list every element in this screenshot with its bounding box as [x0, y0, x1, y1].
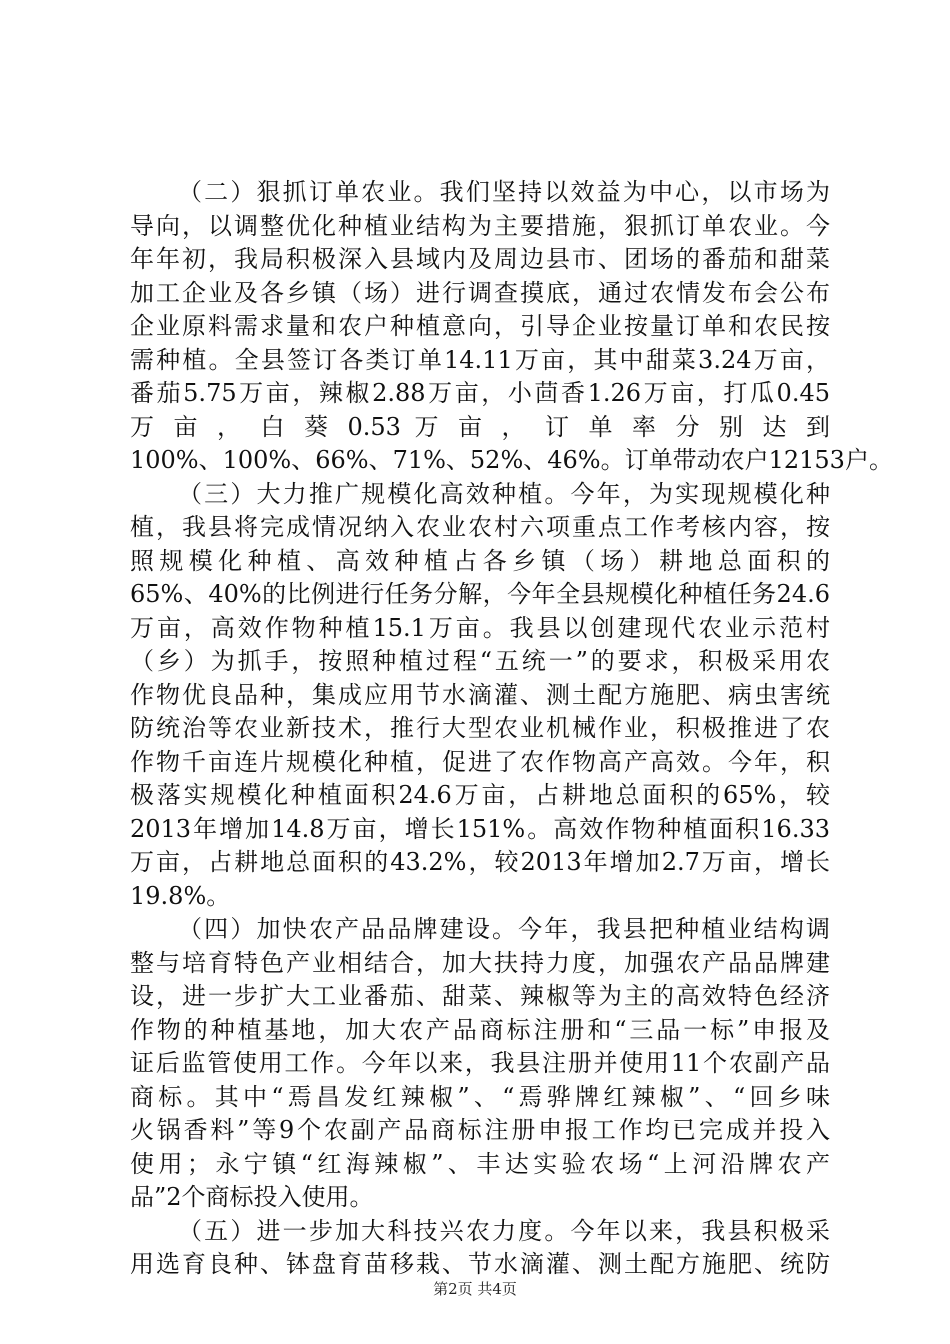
paragraph-first-line: （三）大力推广规模化高效种植。今年，为实现规模化种: [178, 479, 830, 508]
paragraph-line: 照规模化种植、高效种植占各乡镇（场）耕地总面积的: [130, 546, 830, 575]
paragraph-line: 火锅香料”等9个农副产品商标注册申报工作均已完成并投入: [130, 1116, 830, 1144]
paragraph-line: 商标。其中“焉昌发红辣椒”、“焉骅牌红辣椒”、“回乡味: [130, 1082, 830, 1111]
paragraph-line: 100%、100%、66%、71%、52%、46%。订单带动农户12153户。: [130, 446, 893, 474]
paragraph-line: 企业原料需求量和农户种植意向，引导企业按量订单和农民按: [130, 312, 830, 340]
paragraph-line: 万 亩 ， 白 葵 0.53 万 亩 ， 订 单 率 分 别 达 到: [130, 412, 830, 441]
paragraph-line: 植，我县将完成情况纳入农业农村六项重点工作考核内容，按: [130, 513, 830, 541]
paragraph-line: 用选育良种、钵盘育苗移栽、节水滴灌、测土配方施肥、统防: [130, 1250, 830, 1278]
paragraph-line: 作物的种植基地，加大农产品商标注册和“三品一标”申报及: [130, 1015, 830, 1044]
paragraph-line: 证后监管使用工作。今年以来，我县注册并使用11个农副产品: [130, 1049, 830, 1077]
paragraph-line: （乡）为抓手，按照种植过程“五统一”的要求，积极采用农: [130, 647, 830, 675]
paragraph-line: 导向，以调整优化种植业结构为主要措施，狠抓订单农业。今: [130, 211, 830, 240]
paragraph-line: 2013年增加14.8万亩，增长151%。高效作物种植面积16.33: [130, 814, 830, 843]
paragraph-line: 19.8%。: [130, 881, 231, 910]
paragraph-line: 防统治等农业新技术，推行大型农业机械作业，积极推进了农: [130, 714, 830, 742]
paragraph-line: 加工企业及各乡镇（场）进行调查摸底，通过农情发布会公布: [130, 278, 830, 307]
paragraph-line: 万亩，高效作物种植15.1万亩。我县以创建现代农业示范村: [130, 613, 830, 642]
paragraph-line: 番茄5.75万亩，辣椒2.88万亩，小茴香1.26万亩，打瓜0.45: [130, 379, 830, 407]
paragraph-first-line: （五）进一步加大科技兴农力度。今年以来，我县积极采: [178, 1216, 830, 1245]
paragraph-line: 使用；永宁镇“红海辣椒”、丰达实验农场“上河沿牌农产: [130, 1149, 830, 1178]
document-body: [130, 176, 893, 1282]
paragraph-line: 65%、40%的比例进行任务分解，今年全县规模化种植任务24.6: [130, 580, 830, 608]
paragraph-line: 设，进一步扩大工业番茄、甜菜、辣椒等为主的高效特色经济: [130, 982, 830, 1010]
paragraph-line: 作物优良品种，集成应用节水滴灌、测土配方施肥、病虫害统: [130, 680, 830, 709]
paragraph-first-line: （二）狠抓订单农业。我们坚持以效益为中心，以市场为: [178, 178, 830, 206]
page-footer: 第2页 共4页: [433, 1280, 517, 1298]
paragraph-line: 需种植。全县签订各类订单14.11万亩，其中甜菜3.24万亩，: [130, 345, 830, 374]
paragraph-first-line: （四）加快农产品品牌建设。今年，我县把种植业结构调: [178, 915, 830, 943]
paragraph-line: 年年初，我局积极深入县域内及周边县市、团场的番茄和甜菜: [130, 245, 830, 273]
paragraph-line: 整与培育特色产业相结合，加大扶持力度，加强农产品品牌建: [130, 948, 830, 977]
paragraph-line: 作物千亩连片规模化种植，促进了农作物高产高效。今年，积: [130, 747, 830, 776]
paragraph-line: 万亩，占耕地总面积的43.2%，较2013年增加2.7万亩，增长: [130, 848, 830, 876]
paragraph-line: 极落实规模化种植面积24.6万亩，占耕地总面积的65%，较: [130, 781, 830, 809]
paragraph-line: 品”2个商标投入使用。: [130, 1183, 374, 1211]
